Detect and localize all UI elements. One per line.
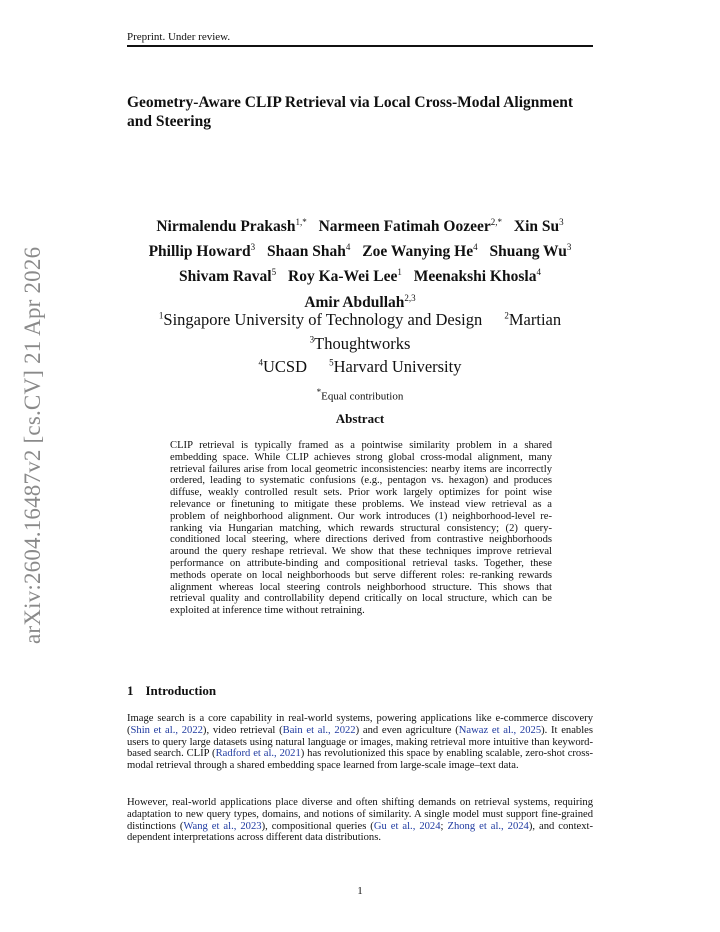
affiliation-line — [127, 352, 593, 377]
page-number: 1 — [357, 885, 363, 897]
citation-link[interactable]: Nawaz et al., 2025 — [458, 724, 542, 736]
abstract-heading: Abstract — [335, 411, 385, 426]
intro-paragraph: Image search is a core capability in real-world systems, powering applications like e-commerce discovery (Shin et al., 2022), video retrieval (Bain et al., 2022) and even agriculture (Nawaz et al., 2025). It enables users to query large datasets using natural language or images, making retrieval more intuitive than keyword-based search. CLIP (Radford et al., 2021) has revolutionized this space by enabling scalable, zero-shot cross-modal retrieval through a shared embedding space learned from large-scale image–text data. — [127, 713, 594, 772]
affiliation: $^5$Harvard University — [329, 356, 462, 376]
author: Narmeen Fatimah Oozeer$^{2,*}$ — [318, 217, 502, 236]
citation-link[interactable]: Zhong et al., 2024 — [447, 820, 529, 832]
abstract-text: CLIP retrieval is typically framed as a pointwise similarity problem in a shared embedding space. While CLIP achieves strong global cross-modal alignment, many retrieval failures arise from local geometric inconsistencies: nearby items are incorrectly ordered, leading to systematic confusions (e.g., pentagon vs. hexagon) and produces diffuse, weakly controlled result sets. Prior work largely optimizes for point wise relevance or finetuning to mitigate these problems. We instead view retrieval as a problem of neighborhood alignment. Our work introduces (1) neighborhood-level re-ranking via Hungarian matching, which rewards structural consistency; (2) query-conditioned local steering, where directions derived from contrastive neighborhoods around the query reshape retrieval. We show that these techniques improve retrieval performance on attribute-binding and compositional retrieval tasks. Together, these methods operate on local neighborhoods but serve different roles: re-ranking rewards alignment whereas local steering controls neighborhood structure. This shows that retrieval quality and controllability depend critically on local structure, which can be exploited at inference time without retraining. — [170, 440, 552, 617]
author: Roy Ka-Wei Lee$^1$ — [288, 267, 402, 286]
author: Shivam Raval$^5$ — [179, 267, 277, 286]
author: Amir Abdullah$^{2,3}$ — [304, 292, 416, 311]
citation-link[interactable]: Radford et al., 2021 — [215, 748, 301, 760]
citation-link[interactable]: Gu et al., 2024 — [373, 820, 441, 832]
citation-link[interactable]: Wang et al., 2023 — [183, 820, 262, 832]
arxiv-identifier: arXiv:2604.16487v2 [cs.CV] 21 Apr 2026 — [20, 246, 45, 644]
citation-link[interactable]: Shin et al., 2022 — [130, 724, 203, 736]
author: Shuang Wu$^3$ — [489, 242, 572, 261]
author: Phillip Howard$^3$ — [148, 242, 256, 261]
author: Xin Su$^3$ — [513, 217, 564, 236]
author: Meenakshi Khosla$^4$ — [413, 267, 541, 286]
author: Nirmalendu Prakash$^{1,*}$ — [156, 217, 307, 236]
citation-link[interactable]: Bain et al., 2022 — [282, 724, 356, 736]
paper-title: Geometry-Aware CLIP Retrieval via Local Cross-Modal Alignment and Steering — [127, 94, 573, 130]
affiliation: $^1$Singapore University of Technology and Design — [158, 309, 483, 329]
equal-contribution-note: *Equal contribution — [316, 387, 404, 403]
preprint-note: Preprint. Under review. — [127, 31, 231, 43]
author: Shaan Shah$^4$ — [267, 242, 351, 261]
affiliation: $^3$Thoughtworks — [309, 334, 411, 353]
affiliation: $^2$Martian — [504, 309, 562, 329]
affiliation-line — [127, 305, 593, 354]
section-heading: 1 Introduction — [127, 683, 217, 698]
affiliation: $^4$UCSD — [258, 356, 308, 376]
header-rule — [127, 45, 593, 47]
author-list — [127, 212, 593, 313]
intro-paragraph: However, real-world applications place diverse and often shifting demands on retrieval systems, requiring adaptation to new query types, domains, and notions of similarity. A single model must support fine-grained distinctions (Wang et al., 2023), compositional queries (Gu et al., 2024; Zhong et al., 2024), and context-dependent interpretations across different data distributions. — [127, 797, 594, 844]
author: Zoe Wanying He$^4$ — [362, 242, 478, 261]
